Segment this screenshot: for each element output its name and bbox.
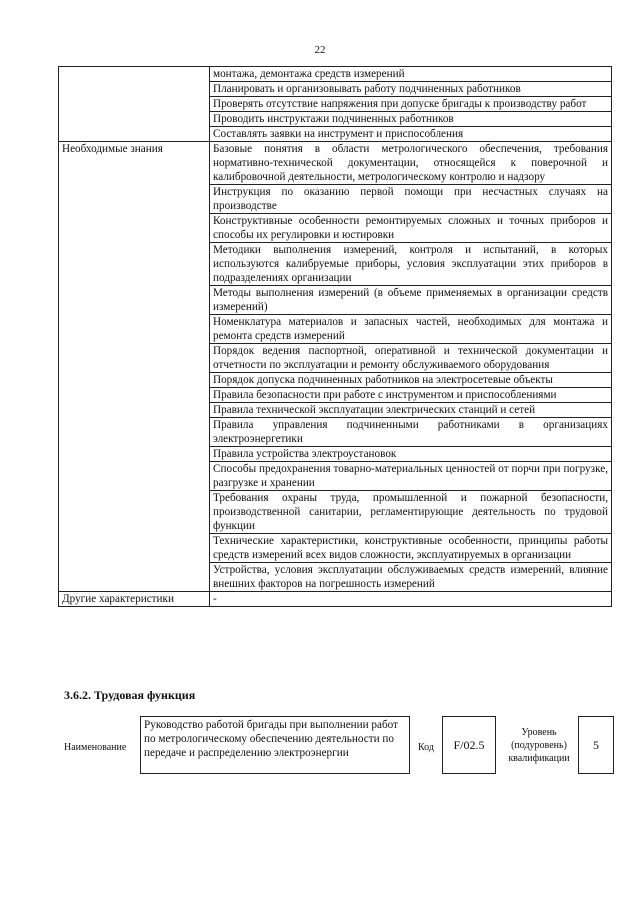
labor-function-name-box: Руководство работой бригады при выполнении работ по метрологическому обеспечению деятельности по передаче и распределению электроэнергии: [140, 716, 410, 774]
requirements-table-body: [59, 67, 612, 607]
requirement-item-cell: Способы предохранения товарно-материальных ценностей от порчи при погрузке, разгрузке и хранении: [210, 462, 612, 491]
table-row: [59, 592, 612, 607]
qualification-level-label: Уровень (подуровень) квалификации: [508, 727, 570, 764]
table-row: [59, 67, 612, 82]
requirement-item-cell: монтажа, демонтажа средств измерений: [210, 67, 612, 82]
requirement-item-cell: Конструктивные особенности ремонтируемых сложных и точных приборов и способы их регулировки и юстировки: [210, 214, 612, 243]
labor-function-row: [58, 716, 618, 780]
requirement-item-cell: Проверять отсутствие напряжения при допуске бригады к производству работ: [210, 97, 612, 112]
labor-function-heading: 3.6.2. Трудовая функция: [64, 688, 196, 702]
category-cell: Другие характеристики: [59, 592, 210, 607]
requirement-item-cell: Устройства, условия эксплуатации обслуживаемых средств измерений, влияние внешних факторов на погрешность измерений: [210, 563, 612, 592]
requirement-item-cell: Правила безопасности при работе с инструментом и приспособлениями: [210, 388, 612, 403]
requirement-item-cell: Порядок допуска подчиненных работников на электросетевые объекты: [210, 373, 612, 388]
requirement-item-cell: Технические характеристики, конструктивные особенности, принципы работы средств измерений всех видов сложности, эксплуатируемых в организации: [210, 534, 612, 563]
requirement-item-cell: Базовые понятия в области метрологического обеспечения, требования нормативно-технической документации, относящейся к поверочной и калибровочной деятельности, метрологическому контролю и надзору: [210, 142, 612, 185]
requirement-item-cell: Планировать и организовывать работу подчиненных работников: [210, 82, 612, 97]
requirement-item-cell: Инструкция по оказанию первой помощи при несчастных случаях на производстве: [210, 185, 612, 214]
requirement-item-cell: Правила устройства электроустановок: [210, 447, 612, 462]
table-row: [59, 142, 612, 185]
code-value-box: F/02.5: [442, 716, 496, 774]
page-number: 22: [314, 44, 326, 56]
category-cell: Необходимые знания: [59, 142, 210, 592]
requirement-item-cell: -: [210, 592, 612, 607]
requirements-table: [58, 66, 612, 607]
requirement-item-cell: Номенклатура материалов и запасных частей, необходимых для монтажа и ремонта средств измерений: [210, 315, 612, 344]
requirement-item-cell: Правила управления подчиненными работниками в организациях электроэнергетики: [210, 418, 612, 447]
requirement-item-cell: Методы выполнения измерений (в объеме применяемых в организации средств измерений): [210, 286, 612, 315]
qualification-level-box: 5: [578, 716, 614, 774]
requirement-item-cell: Правила технической эксплуатации электрических станций и сетей: [210, 403, 612, 418]
code-label: Код: [418, 742, 434, 753]
requirement-item-cell: Методики выполнения измерений, контроля и испытаний, в которых используются калибруемые приборы, условия эксплуатации этих приборов в подразделениях организации: [210, 243, 612, 286]
category-cell: [59, 67, 210, 142]
requirement-item-cell: Составлять заявки на инструмент и приспособления: [210, 127, 612, 142]
name-label: Наименование: [64, 742, 127, 753]
requirement-item-cell: Порядок ведения паспортной, оперативной и технической документации и отчетности по эксплуатации и ремонту обслуживаемого оборудования: [210, 344, 612, 373]
requirement-item-cell: Требования охраны труда, промышленной и пожарной безопасности, производственной санитарии, регламентирующие деятельность по трудовой функции: [210, 491, 612, 534]
requirement-item-cell: Проводить инструктажи подчиненных работников: [210, 112, 612, 127]
